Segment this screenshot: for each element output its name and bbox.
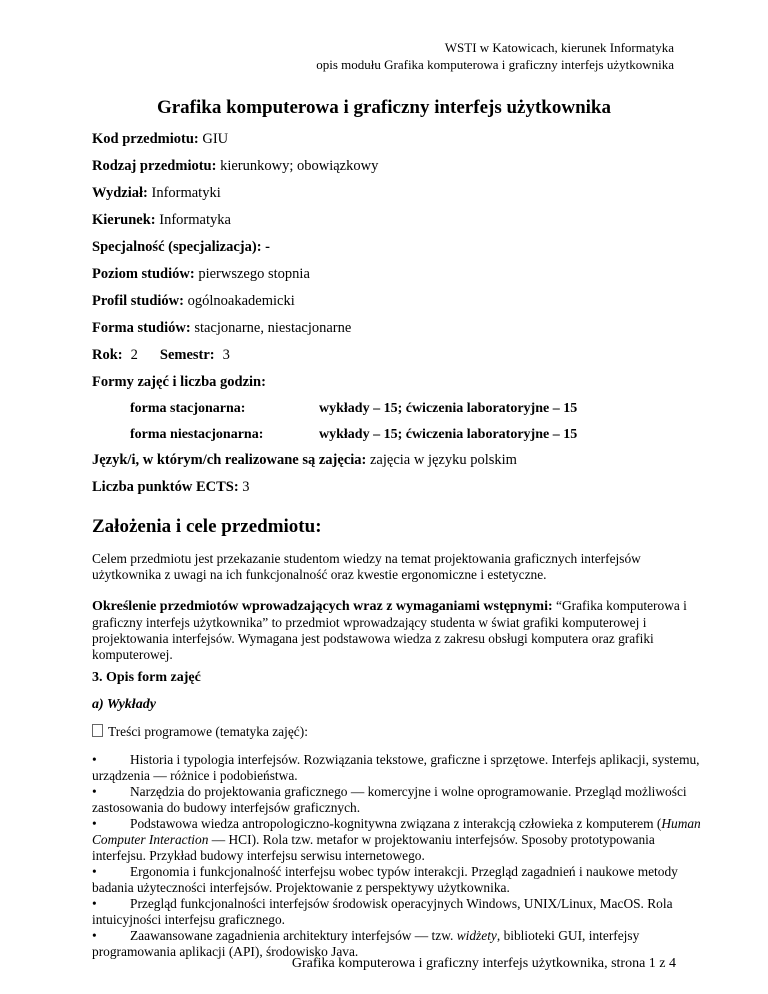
field-kierunek: Kierunek: Informatyka (92, 212, 231, 228)
list-item: • Zaawansowane zagadnienia architektury interfejsów — tzw. widżety, biblioteki GUI, interfejsy programowania aplikacji (API), środowisko Java. (92, 928, 640, 959)
header-line-1: WSTI w Katowicach, kierunek Informatyka (444, 40, 674, 55)
header-line-2: opis modułu Grafika komputerowa i graficzny interfejs użytkownika (316, 57, 674, 72)
forma-niestacjonarna-hours: wykłady – 15; ćwiczenia laboratoryjne – 15 (319, 427, 578, 442)
field-profil: Profil studiów: ogólnoakademicki (92, 293, 295, 309)
formy-heading: Formy zajęć i liczba godzin: (92, 374, 266, 390)
section-przedmioty-text: Określenie przedmiotów wprowadzających wraz z wymaganiami wstępnymi: “Grafika komputerowa i graficzny interfejs użytkownika” to przedmiot wprowadzający studenta w świat grafiki komputerowej i projektowania interfejsów. Wymagana jest podstawowa wiedza z zakresu obsługi komputera oraz grafiki komputerowej. (92, 598, 687, 662)
list-item: • Narzędzia do projektowania graficznego — komercyjne i wolne oprogramowanie. Przegląd możliwości zastosowania do budowy interfejsów graficznych. (92, 784, 687, 815)
list-item: • Podstawowa wiedza antropologiczno-kognitywna związana z interakcją człowieka z komputerem (Human Computer Interaction — HCI). Rola tzw. metafor w projektowaniu interfejsów. Sposoby prototypowania interfejsu. Przykład budowy interfejsu serwisu internetowego. (92, 816, 701, 863)
field-wydzial: Wydział: Informatyki (92, 185, 221, 201)
forma-stacjonarna-hours: wykłady – 15; ćwiczenia laboratoryjne – 15 (319, 401, 578, 416)
page-footer: Grafika komputerowa i graficzny interfejs użytkownika, strona 1 z 4 (291, 956, 676, 971)
section-opis-heading: 3. Opis form zajęć (92, 670, 201, 685)
field-ects: Liczba punktów ECTS: 3 (92, 479, 250, 495)
section-wyklady-heading: a) Wykłady (92, 697, 156, 712)
forma-niestacjonarna-label: forma niestacjonarna: (130, 427, 264, 442)
forma-stacjonarna-label: forma stacjonarna: (130, 401, 246, 416)
field-specjalnosc: Specjalność (specjalizacja): - (92, 239, 270, 255)
field-rodzaj: Rodzaj przedmiotu: kierunkowy; obowiązkowy (92, 158, 379, 174)
tresci-programowe-label: Treści programowe (tematyka zajęć): (92, 724, 702, 740)
document-title: Grafika komputerowa i graficzny interfejs użytkownika (156, 97, 612, 118)
list-item: • Historia i typologia interfejsów. Rozwiązania tekstowe, graficzne i sprzętowe. Interfejs aplikacji, systemu, urządzenia — różnice i podobieństwa. (92, 752, 700, 783)
list-item: • Ergonomia i funkcjonalność interfejsu wobec typów interakcji. Przegląd zagadnień i naukowe metody badania użyteczności interfejsów. Projektowanie z perspektywy użytkownika. (92, 864, 678, 895)
section-cele-heading: Założenia i cele przedmiotu: (92, 516, 322, 537)
section-cele-text: Celem przedmiotu jest przekazanie studentom wiedzy na temat projektowania graficznych interfejsów użytkownika z uwagi na ich funkcjonalność oraz kwestie ergonomiczne i estetyczne. (92, 551, 641, 582)
list-item: • Przegląd funkcjonalności interfejsów środowisk operacyjnych Windows, UNIX/Linux, MacOS. Rola intuicyjności interfejsu graficznego. (92, 896, 673, 927)
field-forma: Forma studiów: stacjonarne, niestacjonarne (92, 320, 352, 336)
field-poziom: Poziom studiów: pierwszego stopnia (92, 266, 310, 282)
field-kod: Kod przedmiotu: GIU (92, 131, 229, 147)
checkbox-glyph-icon (92, 724, 103, 737)
field-jezyk: Język/i, w którym/ch realizowane są zajęcia: zajęcia w języku polskim (92, 452, 517, 468)
field-rok-semestr: Rok: 2 Semestr: 3 (92, 347, 230, 363)
